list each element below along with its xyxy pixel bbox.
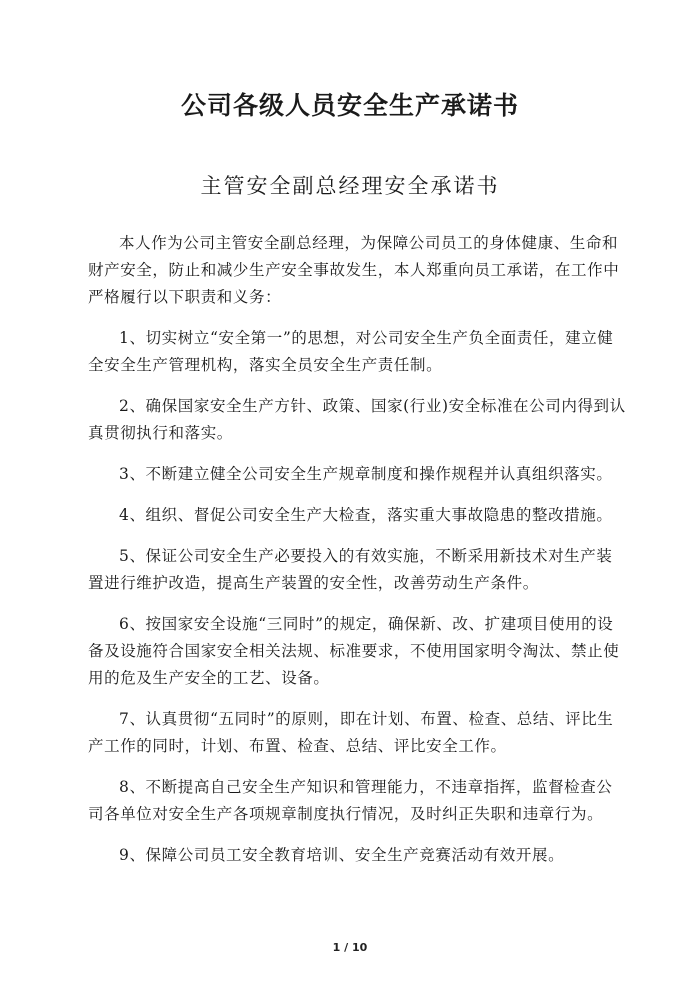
document-body [88, 230, 628, 883]
document-subtitle: 主管安全副总经理安全承诺书 [200, 174, 500, 198]
commitment-item-5: 5、保证公司安全生产必要投入的有效实施，不断采用新技术对生产装置进行维护改造，提高生产装置的安全性，改善劳动生产条件。 [88, 547, 613, 592]
commitment-item-3: 3、不断建立健全公司安全生产规章制度和操作规程并认真组织落实。 [119, 465, 613, 483]
commitment-item-4: 4、组织、督促公司安全生产大检查，落实重大事故隐患的整改措施。 [119, 506, 613, 524]
commitment-item-2: 2、确保国家安全生产方针、政策、国家(行业)安全标准在公司内得到认真贯彻执行和落实。 [88, 397, 626, 442]
commitment-item-7: 7、认真贯彻“五同时”的原则，即在计划、布置、检查、总结、评比生产工作的同时，计划、布置、检查、总结、评比安全工作。 [88, 710, 614, 755]
document-title: 公司各级人员安全生产承诺书 [180, 91, 519, 120]
commitment-item-1: 1、切实树立“安全第一”的思想，对公司安全生产负全面责任，建立健全安全生产管理机构，落实全员安全生产责任制。 [88, 329, 614, 374]
commitment-item-8: 8、不断提高自己安全生产知识和管理能力，不违章指挥，监督检查公司各单位对安全生产各项规章制度执行情况，及时纠正失职和违章行为。 [88, 778, 613, 823]
commitment-item-9: 9、保障公司员工安全教育培训、安全生产竞赛活动有效开展。 [119, 846, 565, 864]
intro-paragraph: 本人作为公司主管安全副总经理，为保障公司员工的身体健康、生命和财产安全，防止和减少生产安全事故发生，本人郑重向员工承诺，在工作中严格履行以下职责和义务： [88, 234, 620, 306]
commitment-item-6: 6、按国家安全设施“三同时”的规定，确保新、改、扩建项目使用的设备及设施符合国家安全相关法规、标准要求，不使用国家明令淘汰、禁止使用的危及生产安全的工艺、设备。 [88, 615, 620, 687]
page-number: 1 / 10 [332, 941, 368, 954]
